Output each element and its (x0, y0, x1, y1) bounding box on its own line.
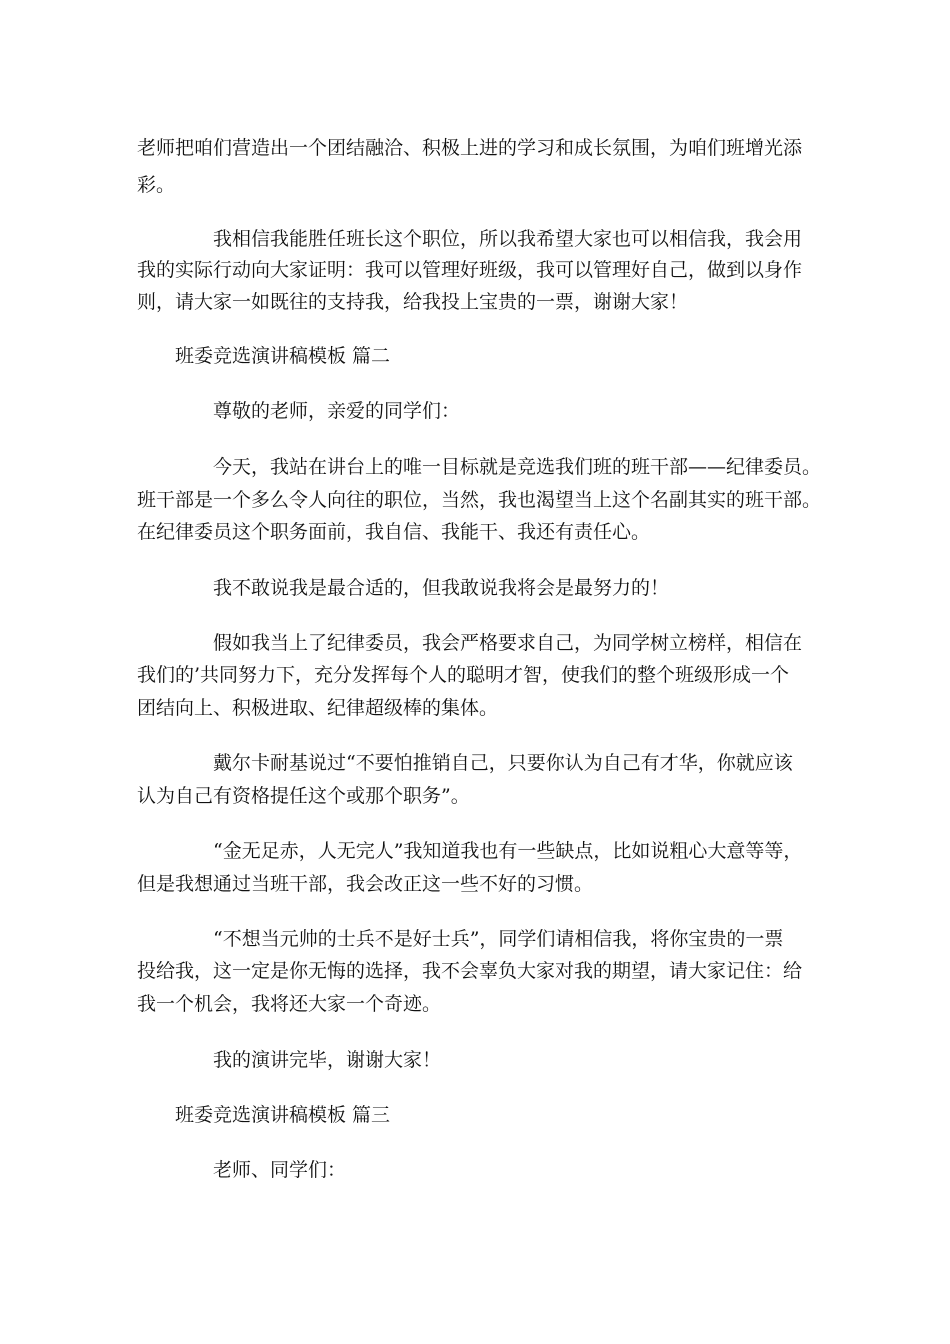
text-line: 戴尔卡耐基说过“不要怕推销自己，只要你认为自己有才华，你就应该 (213, 752, 793, 774)
text-line: 我们的’共同努力下，充分发挥每个人的聪明才智，使我们的整个班级形成一个 (137, 664, 790, 686)
text-line: “不想当元帅的士兵不是好士兵”，同学们请相信我，将你宝贵的一票 (213, 928, 784, 950)
text-line: 我的实际行动向大家证明：我可以管理好班级，我可以管理好自己，做到以身作 (137, 259, 803, 281)
text-line: 假如我当上了纪律委员，我会严格要求自己，为同学树立榜样，相信在 (213, 632, 803, 654)
text-line: 认为自己有资格提任这个或那个职务”。 (137, 785, 470, 807)
text-line: 老师把咱们营造出一个团结融洽、积极上进的学习和成长氛围，为咱们班增光添 (137, 137, 803, 159)
text-line: 今天，我站在讲台上的唯一目标就是竞选我们班的班干部——纪律委员。 (213, 456, 822, 478)
text-line: “金无足赤，人无完人”我知道我也有一些缺点，比如说粗心大意等等， (213, 840, 803, 862)
text-line: 则，请大家一如既往的支持我，给我投上宝贵的一票，谢谢大家！ (137, 291, 689, 313)
text-line: 我不敢说我是最合适的，但我敢说我将会是最努力的！ (213, 577, 670, 599)
text-line: 班干部是一个多么令人向往的职位，当然，我也渴望当上这个名副其实的班干部。 (137, 489, 822, 511)
section-heading: 班委竞选演讲稿模板 篇三 (175, 1104, 391, 1126)
text-line: 彩。 (137, 174, 176, 196)
text-line: 我的演讲完毕，谢谢大家！ (213, 1049, 442, 1071)
text-line: 但是我想通过当班干部，我会改正这一些不好的习惯。 (137, 873, 594, 895)
text-line: 我一个机会，我将还大家一个奇迹。 (137, 993, 442, 1015)
text-line: 投给我，这一定是你无悔的选择，我不会辜负大家对我的期望，请大家记住：给 (137, 960, 803, 982)
text-line: 我相信我能胜任班长这个职位，所以我希望大家也可以相信我，我会用 (213, 228, 803, 250)
section-heading: 班委竞选演讲稿模板 篇二 (175, 345, 391, 367)
greeting-line: 尊敬的老师，亲爱的同学们： (213, 400, 461, 422)
text-line: 团结向上、积极进取、纪律超级棒的集体。 (137, 697, 499, 719)
greeting-line: 老师、同学们： (213, 1159, 347, 1181)
text-line: 在纪律委员这个职务面前，我自信、我能干、我还有责任心。 (137, 521, 651, 543)
